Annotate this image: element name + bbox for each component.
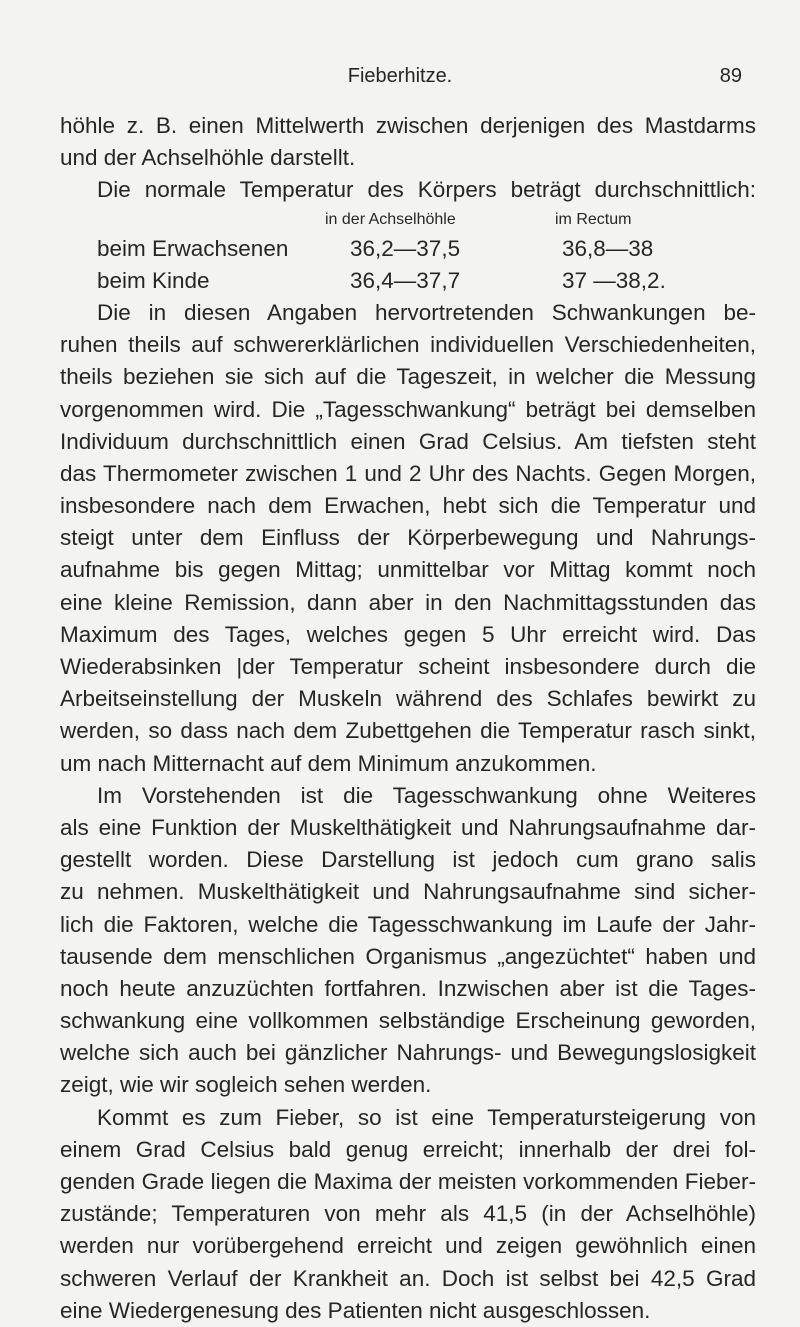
text-line: ruhen theils auf schwererklärlichen individuellen Verschiedenheiten, bbox=[60, 332, 756, 358]
text-line: das Thermometer zwischen 1 und 2 Uhr des Nachts. Gegen Morgen, bbox=[60, 460, 756, 486]
text-line: welche sich auch bei gänzlicher Nahrungs- und Bewegungslosigkeit bbox=[60, 1040, 756, 1066]
paragraph bbox=[60, 1102, 756, 1327]
text-line: aufnahme bis gegen Mittag; unmittelbar vor Mittag kommt noch bbox=[60, 557, 756, 583]
page-number: 89 bbox=[719, 65, 742, 87]
text-line: werden, so dass nach dem Zubettgehen die Temperatur rasch sinkt, bbox=[60, 718, 756, 744]
column-header-rectum: im Rectum bbox=[555, 210, 632, 228]
running-head bbox=[0, 62, 800, 90]
text-line: tausende dem menschlichen Organismus „angezüchtet“ haben und bbox=[60, 943, 756, 969]
axilla-value: 36,2—37,5 bbox=[350, 235, 461, 261]
text-line: genden Grade liegen die Maxima der meisten vorkommenden Fieber- bbox=[60, 1169, 756, 1194]
text-line: Die normale Temperatur des Körpers beträgt durchschnittlich: bbox=[97, 177, 756, 203]
text-line: einem Grad Celsius bald genug erreicht; innerhalb der drei fol- bbox=[60, 1136, 756, 1162]
text-line: zustände; Temperaturen von mehr als 41,5 (in der Achselhöhle) bbox=[60, 1201, 756, 1227]
text-line: zu nehmen. Muskelthätigkeit und Nahrungsaufnahme sind sicher- bbox=[60, 879, 756, 905]
text-line: eine kleine Remission, dann aber in den Nachmittagsstunden das bbox=[60, 589, 756, 615]
text-line: vorgenommen wird. Die „Tagesschwankung“ beträgt bei demselben bbox=[60, 396, 756, 422]
text-line: Im Vorstehenden ist die Tagesschwankung ohne Weiteres bbox=[97, 782, 756, 808]
text-line: höhle z. B. einen Mittelwerth zwischen derjenigen des Mastdarms bbox=[60, 113, 756, 138]
body-text bbox=[60, 110, 756, 1327]
text-line: theils beziehen sie sich auf die Tageszeit, in welcher die Messung bbox=[60, 364, 756, 390]
text-line: als eine Funktion der Muskelthätigkeit und Nahrungsaufnahme dar- bbox=[60, 814, 756, 840]
text-line: steigt unter dem Einfluss der Körperbewegung und Nahrungs- bbox=[60, 525, 756, 551]
row-label: beim Erwachsenen bbox=[97, 235, 289, 261]
temperature-table-row bbox=[60, 265, 756, 297]
text-line: eine Wiedergenesung des Patienten nicht ausgeschlossen. bbox=[60, 1297, 651, 1323]
running-title: Fieberhitze. bbox=[347, 65, 453, 87]
paragraph bbox=[60, 780, 756, 1102]
text-line: schweren Verlauf der Krankheit an. Doch ist selbst bei 42,5 Grad bbox=[60, 1265, 756, 1291]
text-line: insbesondere nach dem Erwachen, hebt sich die Temperatur und bbox=[60, 493, 756, 519]
row-label: beim Kinde bbox=[97, 267, 210, 293]
text-line: Kommt es zum Fieber, so ist eine Temperatursteigerung von bbox=[97, 1104, 756, 1130]
temperature-table-header bbox=[60, 207, 756, 233]
text-line: Maximum des Tages, welches gegen 5 Uhr erreicht wird. Das bbox=[60, 621, 756, 647]
text-line: Wiederabsinken |der Temperatur scheint insbesondere durch die bbox=[60, 654, 756, 679]
axilla-value: 36,4—37,7 bbox=[350, 267, 461, 293]
text-line: zeigt, wie wir sogleich sehen werden. bbox=[60, 1072, 432, 1098]
text-line: und der Achselhöhle darstellt. bbox=[60, 145, 356, 171]
rectum-value: 37 —38,2. bbox=[562, 267, 666, 293]
text-line: noch heute anzuzüchten fortfahren. Inzwischen aber ist die Tages- bbox=[60, 975, 756, 1001]
rectum-value: 36,8—38 bbox=[562, 235, 654, 261]
text-line: gestellt worden. Diese Darstellung ist jedoch cum grano salis bbox=[60, 847, 756, 873]
temperature-table-row bbox=[60, 233, 756, 265]
text-line: Die in diesen Angaben hervortretenden Schwankungen be- bbox=[97, 299, 756, 325]
text-line: werden nur vorübergehend erreicht und zeigen gewöhnlich einen bbox=[60, 1233, 756, 1259]
text-line: Individuum durchschnittlich einen Grad Celsius. Am tiefsten steht bbox=[60, 428, 756, 454]
text-line: Arbeitseinstellung der Muskeln während des Schlafes bewirkt zu bbox=[60, 686, 756, 712]
text-line: um nach Mitternacht auf dem Minimum anzukommen. bbox=[60, 750, 597, 776]
text-line: lich die Faktoren, welche die Tagesschwankung im Laufe der Jahr- bbox=[60, 911, 756, 937]
text-line: schwankung eine vollkommen selbständige Erscheinung geworden, bbox=[60, 1008, 756, 1034]
paragraph bbox=[60, 297, 756, 780]
column-header-axilla: in der Achselhöhle bbox=[325, 210, 456, 228]
